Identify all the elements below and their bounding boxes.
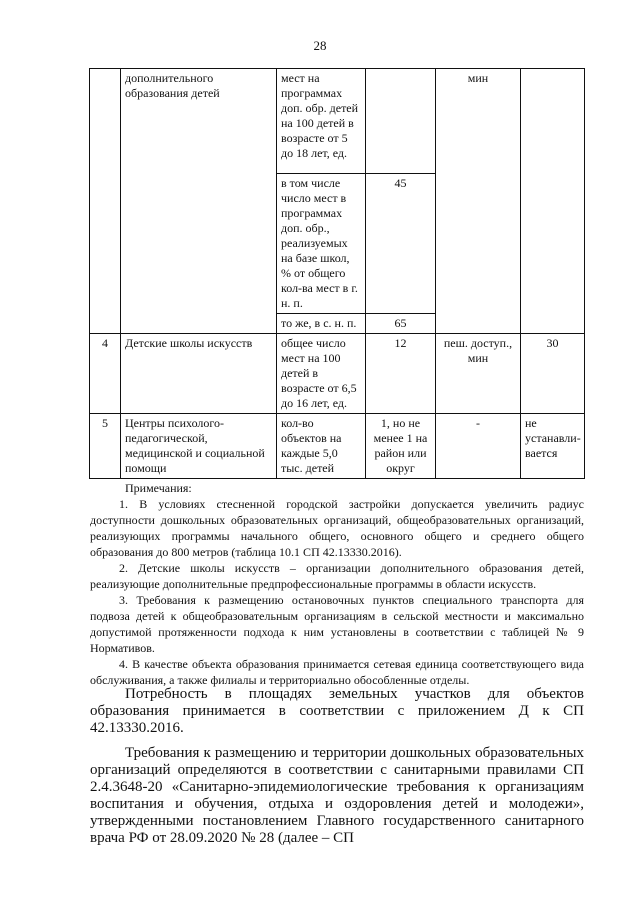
note-item: 1. В условиях стесненной городской застройки допускается увеличить радиус доступности дошкольных образовательных организаций, общеобразовательных организаций, реализующих программы начального общего, основного общего и среднего общего образования до 800 метров (таблица 10.1 СП 42.13330.2016). xyxy=(90,497,584,559)
value-cell: 65 xyxy=(366,314,436,334)
indicator-cell: кол-во объектов на каждые 5,0 тыс. детей xyxy=(277,414,366,479)
accessibility-cell: пеш. доступ., мин xyxy=(436,334,521,414)
value-cell xyxy=(366,69,436,174)
body-text xyxy=(90,686,584,855)
paragraph: Требования к размещению и территории дошкольных образовательных организаций определяются в соответствии с санитарными правилами СП 2.4.3648-20 «Санитарно-эпидемиологические требования к организациям воспитания и обучения, отдыха и оздоровления детей и молодежи», утвержденными постановлением Главного государственного санитарного врача РФ от 28.09.2020 № 28 (далее – СП xyxy=(90,745,584,846)
page-number: 28 xyxy=(313,38,327,53)
row-number xyxy=(90,69,121,334)
paragraph: Потребность в площадях земельных участков для объектов образования принимается в соответствии с приложением Д к СП 42.13330.2016. xyxy=(90,686,584,736)
notes-title: Примечания: xyxy=(125,481,192,495)
access-value-cell: не устанавли-вается xyxy=(521,414,585,479)
accessibility-cell: мин xyxy=(436,69,521,334)
indicator-cell: то же, в с. н. п. xyxy=(277,314,366,334)
table-row xyxy=(90,334,585,414)
object-name: Детские школы искусств xyxy=(121,334,277,414)
indicator-cell: общее число мест на 100 детей в возрасте от 6,5 до 16 лет, ед. xyxy=(277,334,366,414)
row-number: 5 xyxy=(90,414,121,479)
note-item: 2. Детские школы искусств – организации дополнительного образования детей, реализующие дополнительные предпрофессиональные программы в области искусств. xyxy=(90,561,584,591)
access-value-cell: 30 xyxy=(521,334,585,414)
object-name: Центры психолого-педагогической, медицинской и социальной помощи xyxy=(121,414,277,479)
table-row xyxy=(90,414,585,479)
value-cell: 12 xyxy=(366,334,436,414)
norms-table xyxy=(89,68,585,479)
value-cell: 1, но не менее 1 на район или округ xyxy=(366,414,436,479)
note-item: 3. Требования к размещению остановочных пунктов специального транспорта для подвоза детей к общеобразовательным организациям в сельской местности и максимально допустимой протяженности подхода к ним установлены в соответствии с таблицей № 9 Нормативов. xyxy=(90,593,584,655)
accessibility-cell: - xyxy=(436,414,521,479)
note-item: 4. В качестве объекта образования принимается сетевая единица соответствующего вида обслуживания, а также филиалы и территориально обособленные отделы. xyxy=(90,657,584,687)
row-number: 4 xyxy=(90,334,121,414)
table-row xyxy=(90,69,585,174)
indicator-cell: мест на программах доп. обр. детей на 100 детей в возрасте от 5 до 18 лет, ед. xyxy=(277,69,366,174)
notes-section xyxy=(90,480,584,688)
indicator-cell: в том числе число мест в программах доп. обр., реализуемых на базе школ, % от общего кол-ва мест в г. н. п. xyxy=(277,174,366,314)
object-name: дополнительного образования детей xyxy=(121,69,277,334)
access-value-cell xyxy=(521,69,585,334)
value-cell: 45 xyxy=(366,174,436,314)
